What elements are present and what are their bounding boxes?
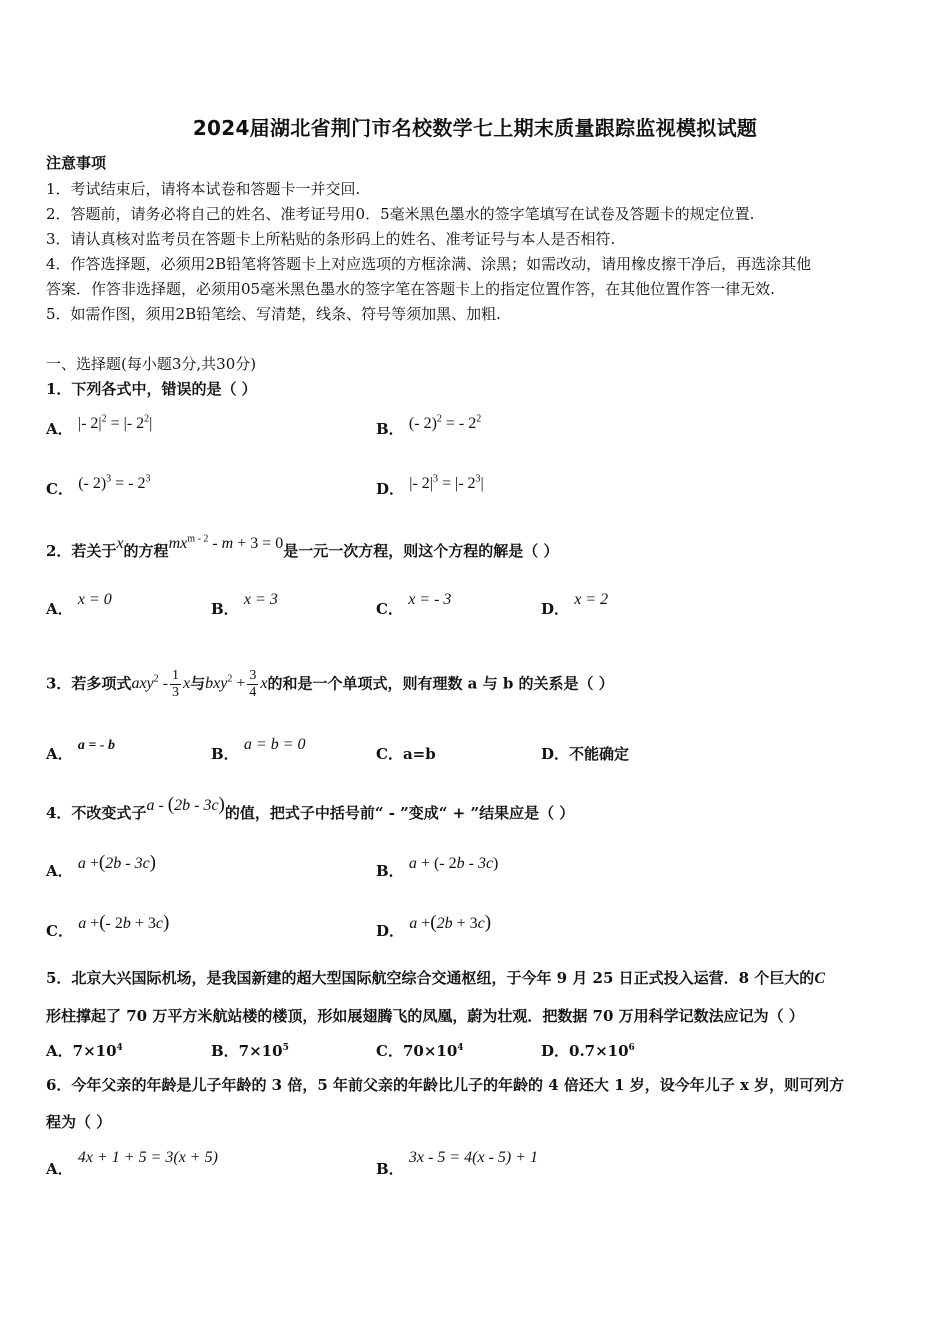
q3-polynomial-2: bxy$^2$ + $\frac{3}{4}$ x [205, 668, 268, 701]
notice-item-3: 3．请认真核对监考员在答题卡上所粘贴的条形码上的姓名、准考证号与本人是否相符. [46, 230, 616, 248]
q2-option-d-formula: x = 2 [574, 591, 609, 608]
q3-option-b[interactable]: B． a = b = 0 [211, 736, 306, 763]
q2-option-b-formula: x = 3 [243, 591, 278, 608]
q2-variable: x [116, 535, 124, 552]
q4-option-b[interactable]: B． a + (- 2b - 3c) [376, 855, 499, 880]
q5-option-c[interactable]: C．$70\times 10^4$ [376, 1042, 464, 1060]
q6-stem-line1: 6．今年父亲的年龄是儿子年龄的 3 倍，5 年前父亲的年龄比儿子的年龄的 4 倍还大 1 岁，设今年儿子 x 岁，则可列方 [46, 1076, 845, 1094]
q2-option-a[interactable]: A． x = 0 [46, 591, 112, 618]
q3-polynomial-1: axy$^2$ - $\frac{1}{3}$ x [131, 668, 191, 701]
q4-option-d-formula: a +(2b + 3c) [409, 912, 492, 933]
q1-stem: 1．下列各式中，错误的是（ ） [46, 380, 257, 398]
page-title: 2024届湖北省荆门市名校数学七上期末质量跟踪监视模拟试题 [192, 116, 758, 140]
q1-option-d-label: D． [376, 480, 405, 498]
q2-option-b[interactable]: B． x = 3 [211, 591, 278, 618]
q5-option-d[interactable]: D．$0.7\times 10^6$ [541, 1042, 635, 1060]
q6-option-b[interactable]: B． 3x - 5 = 4(x - 5) + 1 [376, 1149, 539, 1178]
q5-letter-c: C [814, 970, 825, 987]
q1-option-b-formula: (- 2)$^2$ = - $2^2$ [408, 413, 482, 432]
q4-option-b-formula: a + (- 2b - 3c) [408, 855, 499, 872]
q1-option-b-label: B． [376, 420, 404, 438]
q3-option-d[interactable]: D．不能确定 [541, 745, 630, 763]
q2-option-d[interactable]: D． x = 2 [541, 591, 609, 618]
q4-option-c[interactable]: C． a +(- 2b + 3c) [46, 912, 170, 940]
q4-option-a-formula: a +(2b - 3c) [77, 852, 156, 873]
q3-stem: 3．若多项式axy$^2$ - $\frac{1}{3}$ x与bxy$^2$ + $\frac{3}{4}$ x的和是一个单项式，则有理数 a 与 b 的关系是（ ） [46, 668, 614, 701]
notice-item-5: 5．如需作图，须用2B铅笔绘、写清楚，线条、符号等须加黑、加粗. [46, 305, 501, 323]
notice-item-4: 4．作答选择题，必须用2B铅笔将答题卡上对应选项的方框涂满、涂黑；如需改动，请用橡皮擦干净后，再选涂其他 [46, 255, 812, 273]
q3-option-c[interactable]: C．a=b [376, 745, 436, 763]
q6-option-a[interactable]: A． 4x + 1 + 5 = 3(x + 5) [46, 1149, 218, 1178]
q2-option-a-formula: x = 0 [77, 591, 112, 608]
notice-heading: 注意事项 [46, 154, 107, 172]
q1-option-a-label: A． [46, 420, 73, 438]
q1-option-c-formula: (- 2)$^3$ = - $2^3$ [78, 473, 151, 492]
q6-option-a-formula: 4x + 1 + 5 = 3(x + 5) [77, 1149, 218, 1166]
q1-option-b[interactable] [376, 413, 482, 439]
section-heading: 一、选择题(每小题3分,共30分) [46, 355, 257, 373]
q1-option-d[interactable] [376, 473, 484, 499]
q3-option-a[interactable]: A． a = - b [46, 738, 116, 763]
q6-stem-line2: 程为（ ） [46, 1113, 112, 1131]
q4-option-d[interactable]: D． a +(2b + 3c) [376, 912, 492, 940]
q6-option-b-formula: 3x - 5 = 4(x - 5) + 1 [408, 1149, 539, 1166]
q1-option-c-label: C． [46, 480, 73, 498]
q1-option-c[interactable] [46, 473, 151, 499]
notice-item-1: 1．考试结束后，请将本试卷和答题卡一并交回. [46, 180, 361, 198]
notice-item-4-cont: 答案．作答非选择题，必须用05毫米黑色墨水的签字笔在答题卡上的指定位置作答，在其他位置作答一律无效. [46, 280, 775, 298]
q5-option-b[interactable]: B．$7\times 10^5$ [211, 1042, 289, 1060]
q4-option-a[interactable]: A． a +(2b - 3c) [46, 852, 156, 880]
q4-stem: 4．不改变式子a - (2b - 3c)的值，把式子中括号前“ - ”变成“ + ”结果应是（ ） [46, 794, 575, 822]
q4-expression: a - (2b - 3c) [146, 794, 225, 815]
q3-option-b-formula: a = b = 0 [243, 736, 306, 753]
q2-equation: $mx^{m - 2} - m + 3 = 0$ [168, 533, 284, 552]
q5-stem-line2: 形柱撑起了 70 万平方米航站楼的楼顶，形如展翅腾飞的凤凰，蔚为壮观．把数据 70 万用科学记数法应记为（ ） [46, 1007, 804, 1025]
q5-stem-line1: 5．北京大兴国际机场，是我国新建的超大型国际航空综合交通枢纽，于今年 9 月 25 日正式投入运营．8 个巨大的C [46, 969, 825, 987]
q4-option-c-formula: a +(- 2b + 3c) [78, 912, 170, 933]
notice-item-2: 2．答题前，请务必将自己的姓名、准考证号用0．5毫米黑色墨水的签字笔填写在试卷及答题卡的规定位置. [46, 205, 755, 223]
q2-option-c-formula: x = - 3 [408, 591, 452, 608]
q1-option-d-formula: |- $2|^3$ = |- $2^3|$ [409, 473, 484, 492]
q3-option-a-formula: a = - b [77, 738, 116, 753]
q2-stem: 2．若关于x的方程$mx^{m - 2} - m + 3 = 0$是一元一次方程，则这个方程的解是（ ） [46, 533, 559, 560]
q2-option-c[interactable]: C． x = - 3 [376, 591, 452, 618]
q1-option-a[interactable] [46, 413, 153, 439]
q1-option-a-formula: |- $2|^2$ = |- $2^2|$ [77, 413, 153, 432]
q5-option-a[interactable]: A．$7\times 10^4$ [46, 1042, 123, 1060]
